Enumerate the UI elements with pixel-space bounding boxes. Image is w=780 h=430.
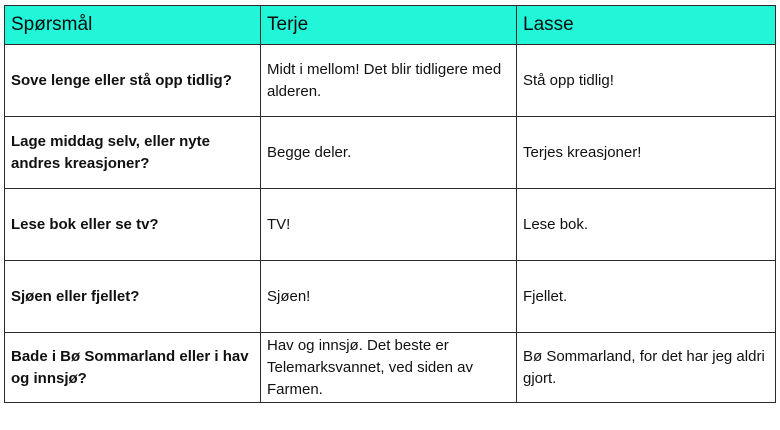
lasse-answer-cell: Bø Sommarland, for det har jeg aldri gjort. (517, 333, 776, 403)
terje-answer-cell: Sjøen! (261, 261, 517, 333)
terje-answer-cell: TV! (261, 189, 517, 261)
question-cell: Lage middag selv, eller nyte andres kreasjoner? (5, 117, 261, 189)
terje-answer-cell: Begge deler. (261, 117, 517, 189)
header-question: Spørsmål (5, 6, 261, 45)
lasse-answer-cell: Terjes kreasjoner! (517, 117, 776, 189)
header-row (5, 6, 776, 45)
question-cell: Lese bok eller se tv? (5, 189, 261, 261)
table-row (5, 45, 776, 117)
table-row (5, 261, 776, 333)
table-row (5, 333, 776, 403)
table-row (5, 117, 776, 189)
lasse-answer-cell: Stå opp tidlig! (517, 45, 776, 117)
qa-table (4, 5, 776, 403)
lasse-answer-cell: Lese bok. (517, 189, 776, 261)
terje-answer-cell: Midt i mellom! Det blir tidligere med alderen. (261, 45, 517, 117)
question-cell: Sjøen eller fjellet? (5, 261, 261, 333)
table-row (5, 189, 776, 261)
question-cell: Bade i Bø Sommarland eller i hav og innsjø? (5, 333, 261, 403)
question-cell: Sove lenge eller stå opp tidlig? (5, 45, 261, 117)
header-lasse: Lasse (517, 6, 776, 45)
terje-answer-cell: Hav og innsjø. Det beste er Telemarksvannet, ved siden av Farmen. (261, 333, 517, 403)
lasse-answer-cell: Fjellet. (517, 261, 776, 333)
header-terje: Terje (261, 6, 517, 45)
